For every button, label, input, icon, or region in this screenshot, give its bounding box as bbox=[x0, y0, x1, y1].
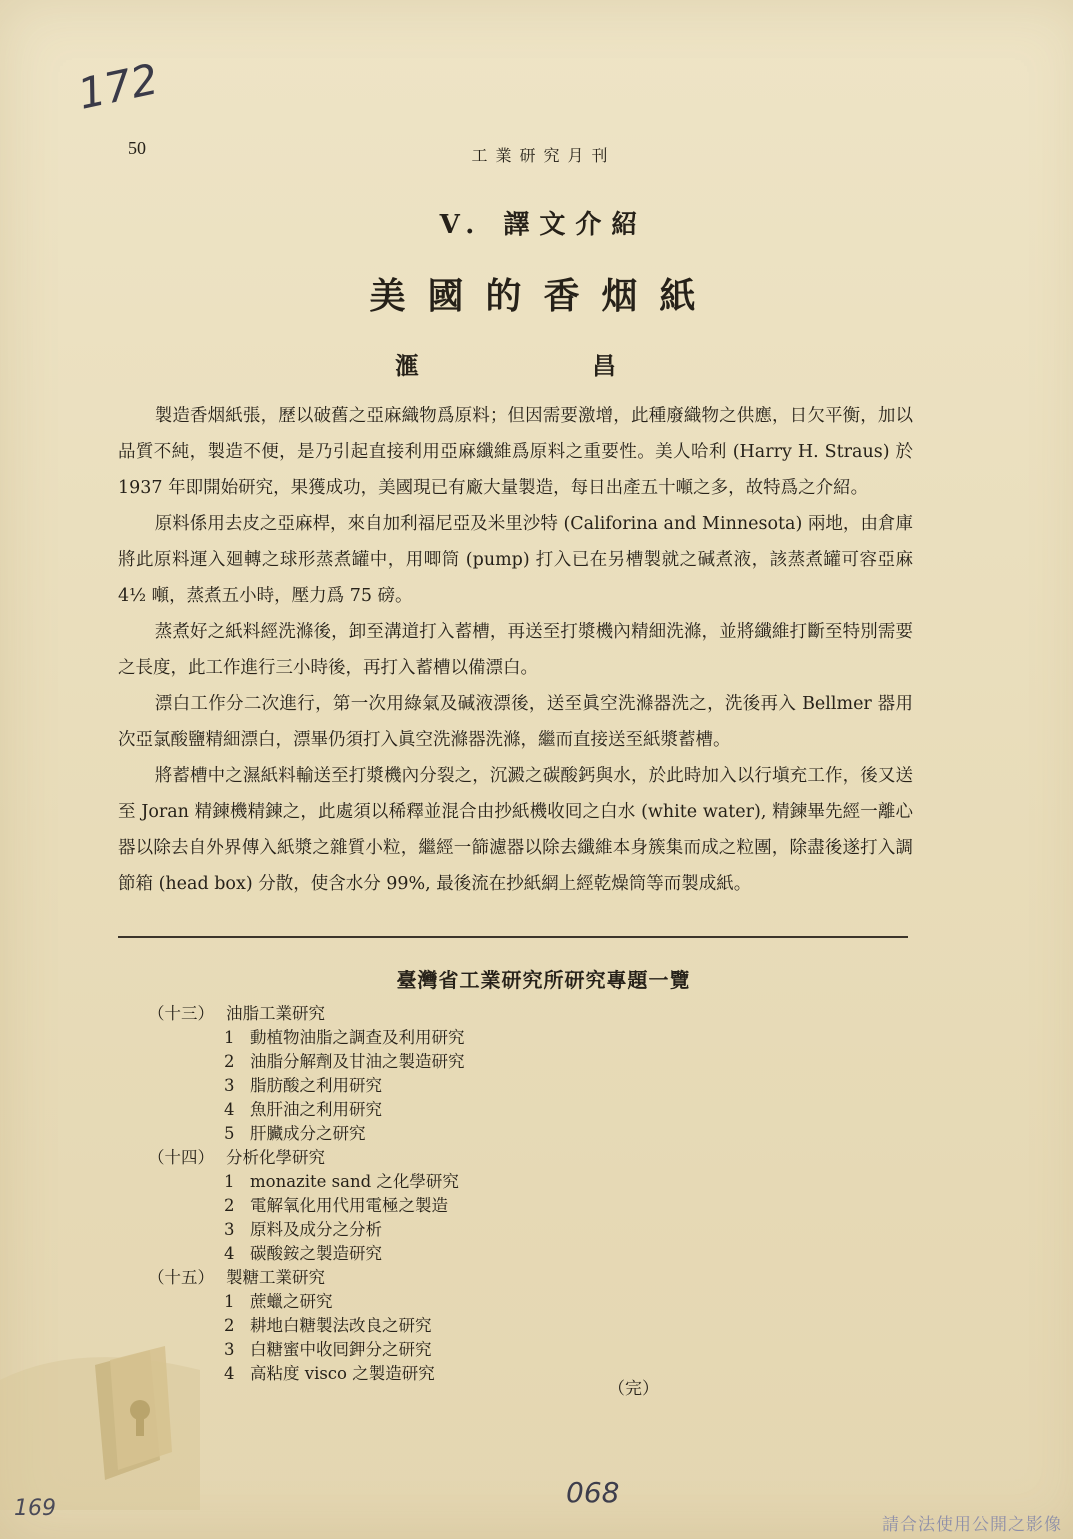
page-number: 50 bbox=[128, 138, 146, 158]
paragraph: 製造香烟紙張，歷以破舊之亞麻織物爲原料；但因需要激增，此種廢織物之供應，日欠平衡，加以品質不純，製造不便，是乃引起直接利用亞麻纖維爲原料之重要性。美人哈利 (Harry H. Straus) 於 1937 年即開始研究，果獲成功，美國現已有廠大量製造，每日出產五十噸之多，故特爲之介紹。 bbox=[118, 406, 913, 498]
group-name: 製糖工業研究 bbox=[226, 1268, 325, 1287]
item-number: 2 bbox=[224, 1316, 235, 1335]
item-number: 4 bbox=[224, 1244, 235, 1263]
list-item bbox=[148, 1170, 465, 1194]
paragraph: 原料係用去皮之亞麻桿，來自加利福尼亞及米里沙特 (Califorina and Minnesota) 兩地，由倉庫將此原料運入廻轉之球形蒸煮罐中，用唧筒 (pump) 打入已在另槽製就之碱煮液，該蒸煮罐可容亞麻 4½ 噸，蒸煮五小時，壓力爲 75 磅。 bbox=[118, 514, 913, 606]
article-title: 美國的香烟紙 bbox=[369, 275, 718, 317]
item-text: 碳酸銨之製造研究 bbox=[250, 1244, 382, 1263]
topic-group-heading bbox=[148, 1266, 465, 1290]
divider-rule bbox=[118, 936, 908, 938]
group-number: （十四） bbox=[148, 1148, 214, 1167]
item-text: 肝臟成分之研究 bbox=[250, 1124, 366, 1143]
list-item bbox=[148, 1194, 465, 1218]
list-item bbox=[148, 1050, 465, 1074]
item-number: 2 bbox=[224, 1052, 235, 1071]
paragraph: 蒸煮好之紙料經洗滌後，卸至溝道打入蓄槽，再送至打漿機內精細洗滌，並將纖維打斷至特別需要之長度，此工作進行三小時後，再打入蓄槽以備漂白。 bbox=[118, 622, 913, 678]
section-heading: V. 譯文介紹 bbox=[439, 210, 648, 240]
item-text: 蔗蠟之研究 bbox=[250, 1292, 333, 1311]
item-number: 4 bbox=[224, 1100, 235, 1119]
item-text: 電解氧化用代用電極之製造 bbox=[250, 1196, 448, 1215]
list-item bbox=[148, 1098, 465, 1122]
list-item bbox=[148, 1122, 465, 1146]
item-text: 白糖蜜中收囘鉀分之研究 bbox=[250, 1340, 432, 1359]
item-number: 1 bbox=[224, 1172, 235, 1191]
group-number: （十三） bbox=[148, 1004, 214, 1023]
group-name: 分析化學研究 bbox=[226, 1148, 325, 1167]
running-title: 工業研究月刊 bbox=[471, 146, 616, 165]
item-text: 油脂分解劑及甘油之製造研究 bbox=[250, 1052, 465, 1071]
group-number: （十五） bbox=[148, 1268, 214, 1287]
item-number: 1 bbox=[224, 1028, 235, 1047]
list-item bbox=[148, 1074, 465, 1098]
item-number: 4 bbox=[224, 1364, 235, 1383]
handwritten-folio: 172 bbox=[73, 54, 163, 119]
topic-group-heading bbox=[148, 1002, 465, 1026]
article-body bbox=[118, 398, 913, 902]
item-text: 脂肪酸之利用研究 bbox=[250, 1076, 382, 1095]
item-text: 動植物油脂之調查及利用研究 bbox=[250, 1028, 465, 1047]
author-first-char: 滙 bbox=[395, 351, 419, 380]
item-text: 高粘度 visco 之製造研究 bbox=[250, 1364, 435, 1383]
item-text: 魚肝油之利用研究 bbox=[250, 1100, 382, 1119]
group-name: 油脂工業研究 bbox=[226, 1004, 325, 1023]
item-number: 3 bbox=[224, 1076, 235, 1095]
watermark-text: 請合法使用公開之影像 bbox=[882, 1515, 1062, 1535]
item-number: 3 bbox=[224, 1220, 235, 1239]
paragraph: 漂白工作分二次進行，第一次用綠氣及碱液漂後，送至眞空洗滌器洗之，洗後再入 Bellmer 器用次亞氯酸鹽精細漂白，漂畢仍須打入眞空洗滌器洗滌，繼而直接送至紙漿蓄槽。 bbox=[118, 694, 913, 750]
handwritten-number-center: 068 bbox=[566, 1476, 620, 1509]
item-number: 3 bbox=[224, 1340, 235, 1359]
item-text: 原料及成分之分析 bbox=[250, 1220, 382, 1239]
list-item bbox=[148, 1218, 465, 1242]
item-number: 1 bbox=[224, 1292, 235, 1311]
paragraph: 將蓄槽中之濕紙料輸送至打漿機內分裂之，沉澱之碳酸鈣與水，於此時加入以行塡充工作，後又送至 Joran 精鍊機精鍊之，此處須以稀釋並混合由抄紙機收囘之白水 (white water), 精鍊畢先經一離心器以除去自外界傳入紙漿之雜質小粒，繼經一篩濾器以除去纖維本身簇集而成之粒團，除盡後遂打入調節箱 (head box) 分散，使含水分 99%, 最後流在抄紙網上經乾燥筒等而製成紙。 bbox=[118, 766, 913, 894]
author-second-char: 昌 bbox=[592, 351, 616, 380]
end-mark: （完） bbox=[608, 1379, 659, 1399]
item-number: 2 bbox=[224, 1196, 235, 1215]
archive-logo-icon bbox=[0, 1310, 260, 1510]
item-text: 耕地白糖製法改良之研究 bbox=[250, 1316, 432, 1335]
item-number: 5 bbox=[224, 1124, 235, 1143]
item-text: monazite sand 之化學研究 bbox=[250, 1172, 459, 1191]
handwritten-number-left: 169 bbox=[14, 1496, 56, 1521]
list-item bbox=[148, 1242, 465, 1266]
list-item bbox=[148, 1026, 465, 1050]
topics-title: 臺灣省工業研究所研究專題一覽 bbox=[396, 968, 691, 992]
topic-group-heading bbox=[148, 1146, 465, 1170]
